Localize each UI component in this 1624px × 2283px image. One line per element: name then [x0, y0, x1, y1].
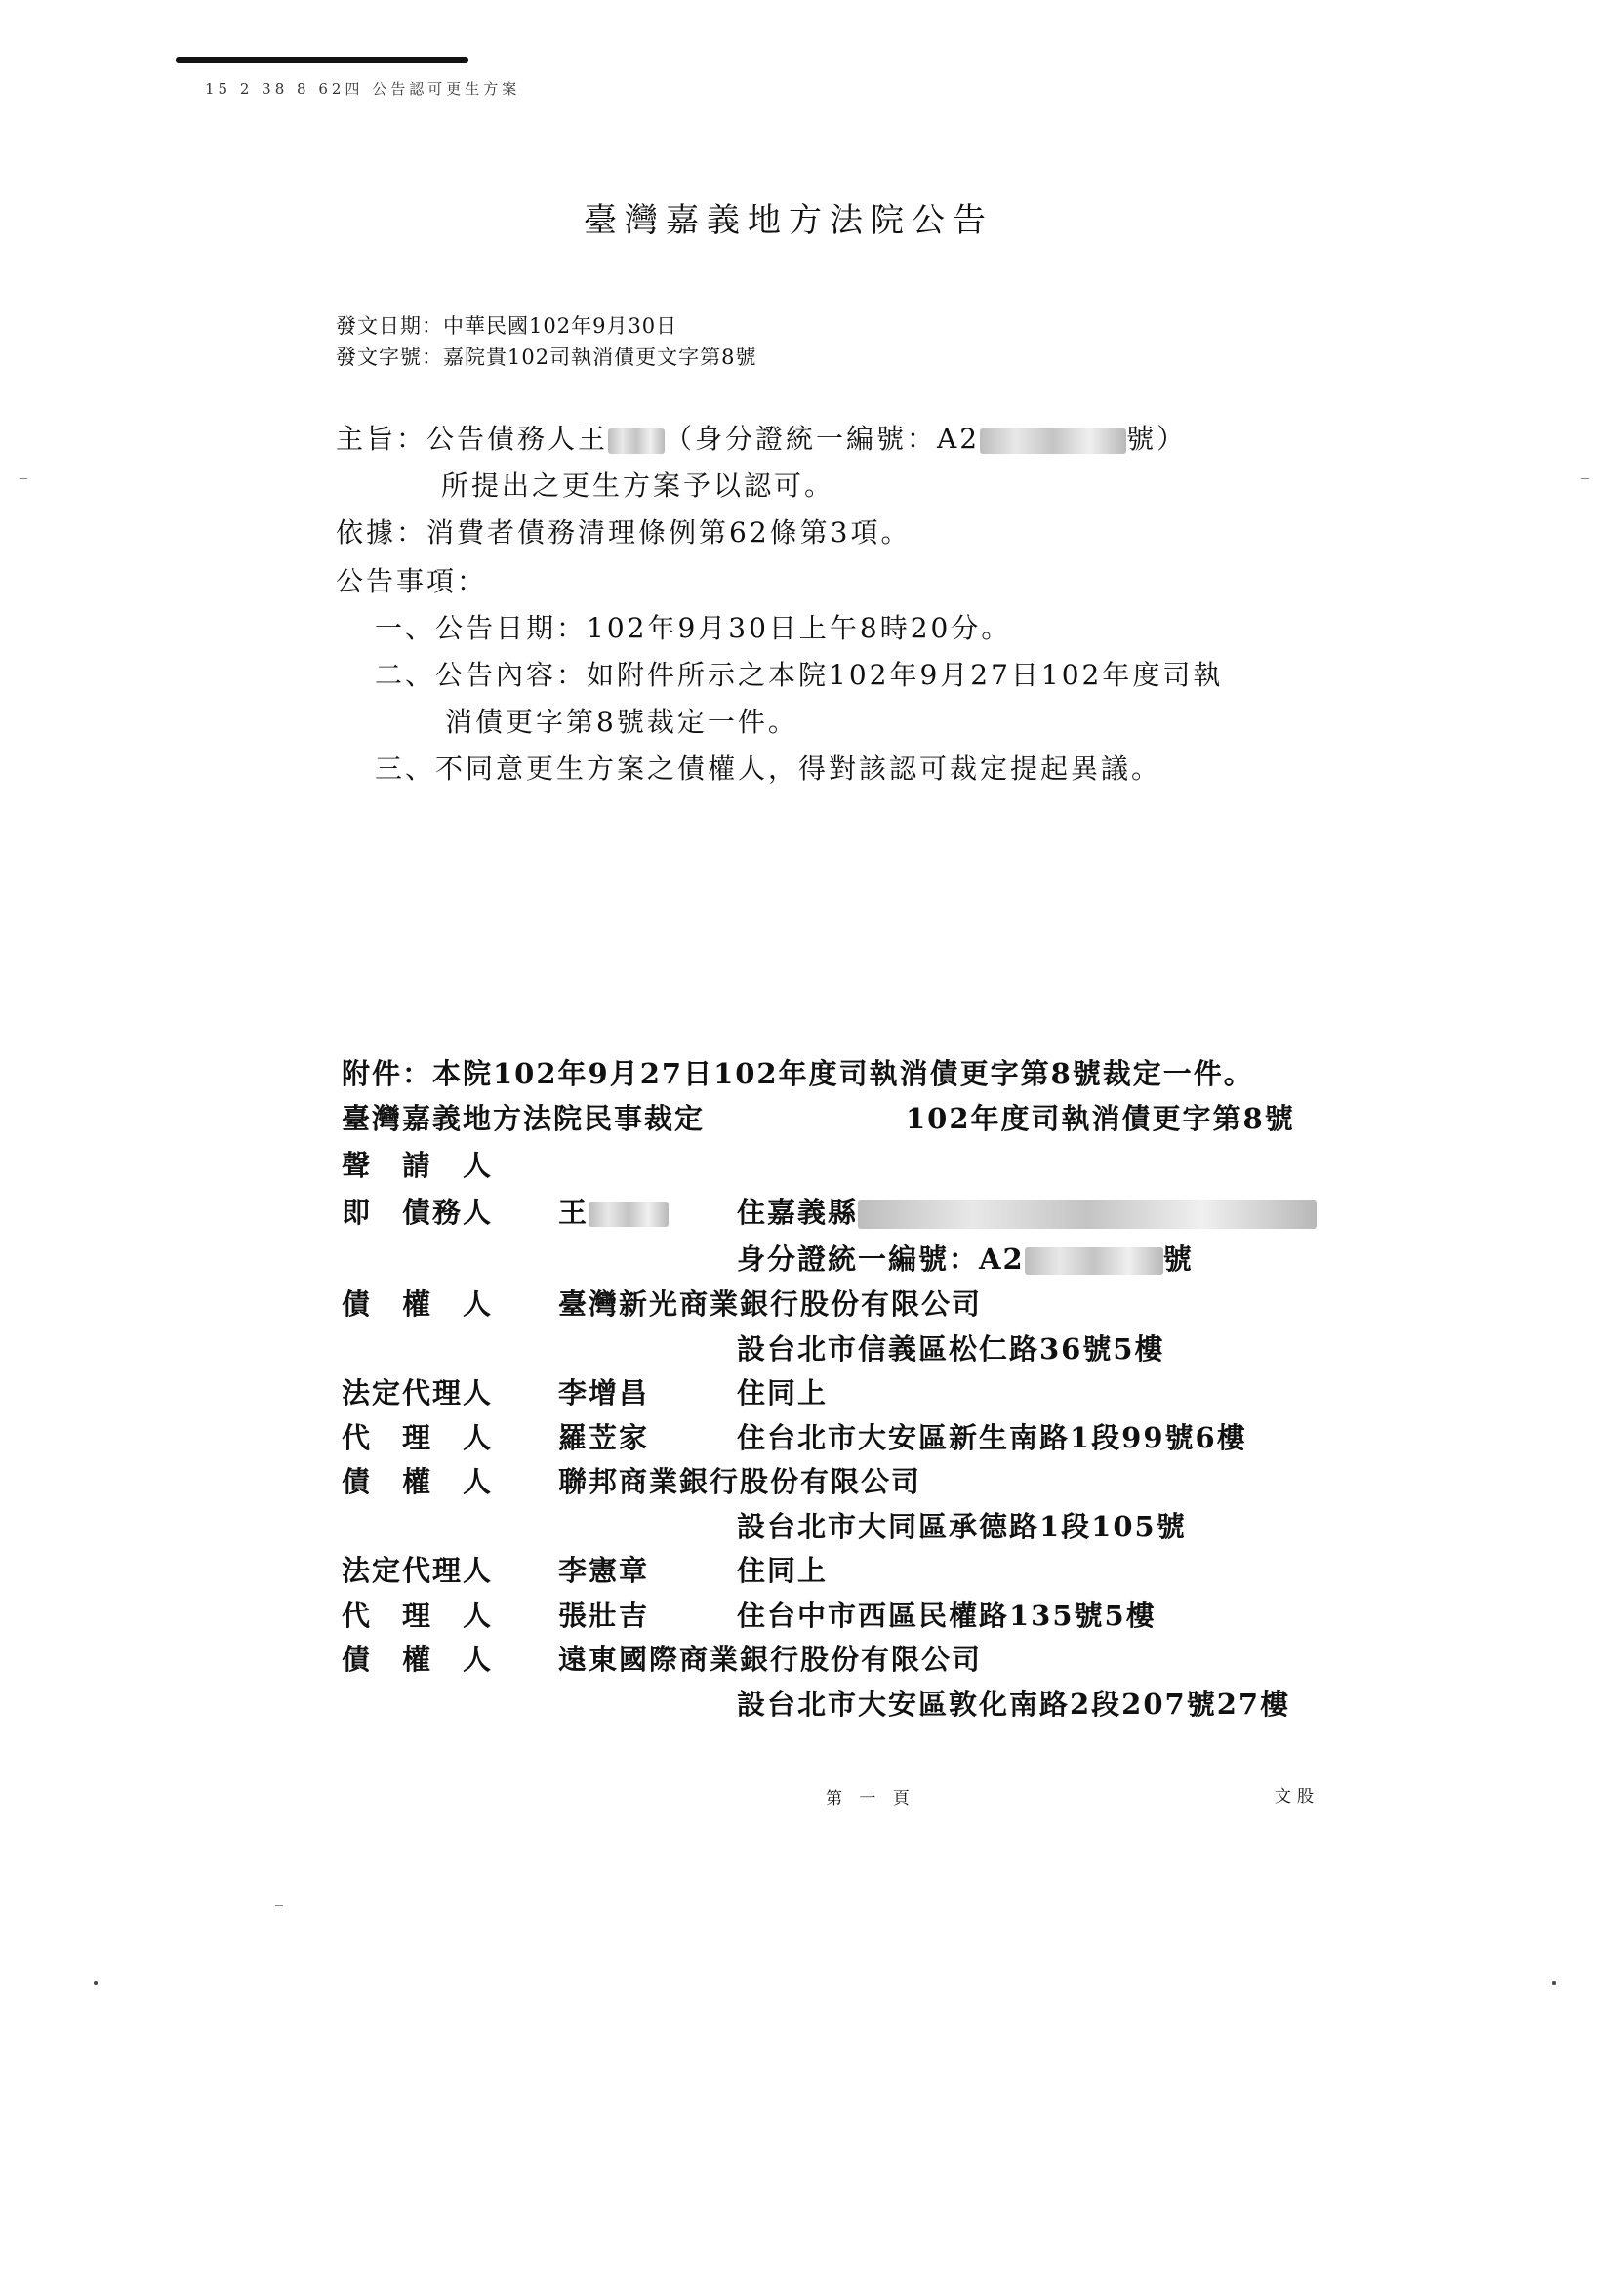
- party-role: 債 權 人: [342, 1287, 494, 1321]
- redaction: [980, 428, 1126, 454]
- scan-speck: [1581, 478, 1589, 479]
- party-name: 李憲章: [558, 1554, 650, 1587]
- notice-heading: 公告事項：: [336, 565, 488, 597]
- party-detail: 住同上: [737, 1554, 829, 1587]
- party-detail: 住同上: [737, 1376, 829, 1409]
- redaction: [589, 1202, 669, 1227]
- attachment-line: 附件：本院102年9月27日102年度司執消債更字第8號裁定一件。: [342, 1057, 1254, 1090]
- party-name: 遠東國際商業銀行股份有限公司: [558, 1643, 983, 1676]
- party-role: 法定代理人: [342, 1554, 494, 1587]
- party-detail: 住台北市大安區新生南路1段99號6樓: [737, 1421, 1247, 1454]
- redaction: [1025, 1247, 1163, 1275]
- party-name: 李增昌: [558, 1376, 650, 1409]
- party-name: 臺灣新光商業銀行股份有限公司: [558, 1287, 983, 1321]
- redaction: [858, 1200, 1317, 1229]
- debtor-role: 即 債務人: [342, 1196, 494, 1229]
- subject-line-1: [336, 418, 1187, 457]
- debtor-id-suffix: 號: [1162, 1243, 1194, 1276]
- notice-item-2: 二、公告內容：如附件所示之本院102年9月27日102年度司執: [375, 659, 1224, 691]
- redaction: [608, 428, 665, 454]
- party-role: 法定代理人: [342, 1376, 494, 1409]
- party-name: 張壯吉: [558, 1599, 650, 1632]
- notice-item-2-cont: 消債更字第8號裁定一件。: [445, 706, 798, 738]
- scan-speck: [94, 1981, 98, 1985]
- scan-speck: [1552, 1981, 1556, 1985]
- party-detail: 住台中市西區民權路135號5樓: [737, 1599, 1157, 1632]
- applicant-label: 聲 請 人: [342, 1149, 494, 1182]
- fax-header: 15 2 38 8 62四 公告認可更生方案: [205, 80, 521, 98]
- ruling-title: 臺灣嘉義地方法院民事裁定: [342, 1102, 706, 1135]
- notice-item-1: 一、公告日期：102年9月30日上午8時20分。: [375, 612, 1012, 644]
- subject-text-b: （身分證統一編號：A2: [665, 423, 981, 455]
- debtor-address: [737, 1191, 1317, 1231]
- issue-date: 發文日期：中華民國102年9月30日: [336, 314, 678, 338]
- case-number: 102年度司執消債更字第8號: [906, 1102, 1295, 1135]
- division-note: 文股: [1275, 1787, 1320, 1807]
- debtor-id: [737, 1238, 1194, 1278]
- debtor-name: [558, 1191, 669, 1231]
- party-role: 債 權 人: [342, 1643, 494, 1676]
- fax-header-bar: [176, 57, 468, 63]
- debtor-name-text: 王: [558, 1196, 589, 1229]
- party-detail: 設台北市大同區承德路1段105號: [737, 1510, 1187, 1543]
- party-name: 羅苙家: [558, 1421, 650, 1454]
- document-number: 發文字號：嘉院貴102司執消債更文字第8號: [336, 346, 757, 369]
- subject-text-c: 號）: [1126, 423, 1188, 455]
- basis: 依據：消費者債務清理條例第62條第3項。: [336, 516, 912, 549]
- party-detail: 設台北市大安區敦化南路2段207號27樓: [737, 1688, 1291, 1721]
- page-title: 臺灣嘉義地方法院公告: [584, 201, 994, 240]
- scan-speck: [275, 1905, 283, 1906]
- party-role: 代 理 人: [342, 1421, 494, 1454]
- notice-item-3: 三、不同意更生方案之債權人，得對該認可裁定提起異議。: [375, 753, 1162, 785]
- party-detail: 設台北市信義區松仁路36號5樓: [737, 1332, 1165, 1366]
- scan-speck: [20, 478, 27, 479]
- party-name: 聯邦商業銀行股份有限公司: [558, 1465, 922, 1498]
- subject-line-2: 所提出之更生方案予以認可。: [441, 469, 835, 502]
- page-number: 第 一 頁: [826, 1789, 915, 1809]
- subject-text-a: 主旨：公告債務人王: [336, 423, 609, 455]
- party-role: 代 理 人: [342, 1599, 494, 1632]
- debtor-id-text: 身分證統一編號：A2: [737, 1243, 1025, 1276]
- debtor-address-text: 住嘉義縣: [737, 1196, 859, 1229]
- party-role: 債 權 人: [342, 1465, 494, 1498]
